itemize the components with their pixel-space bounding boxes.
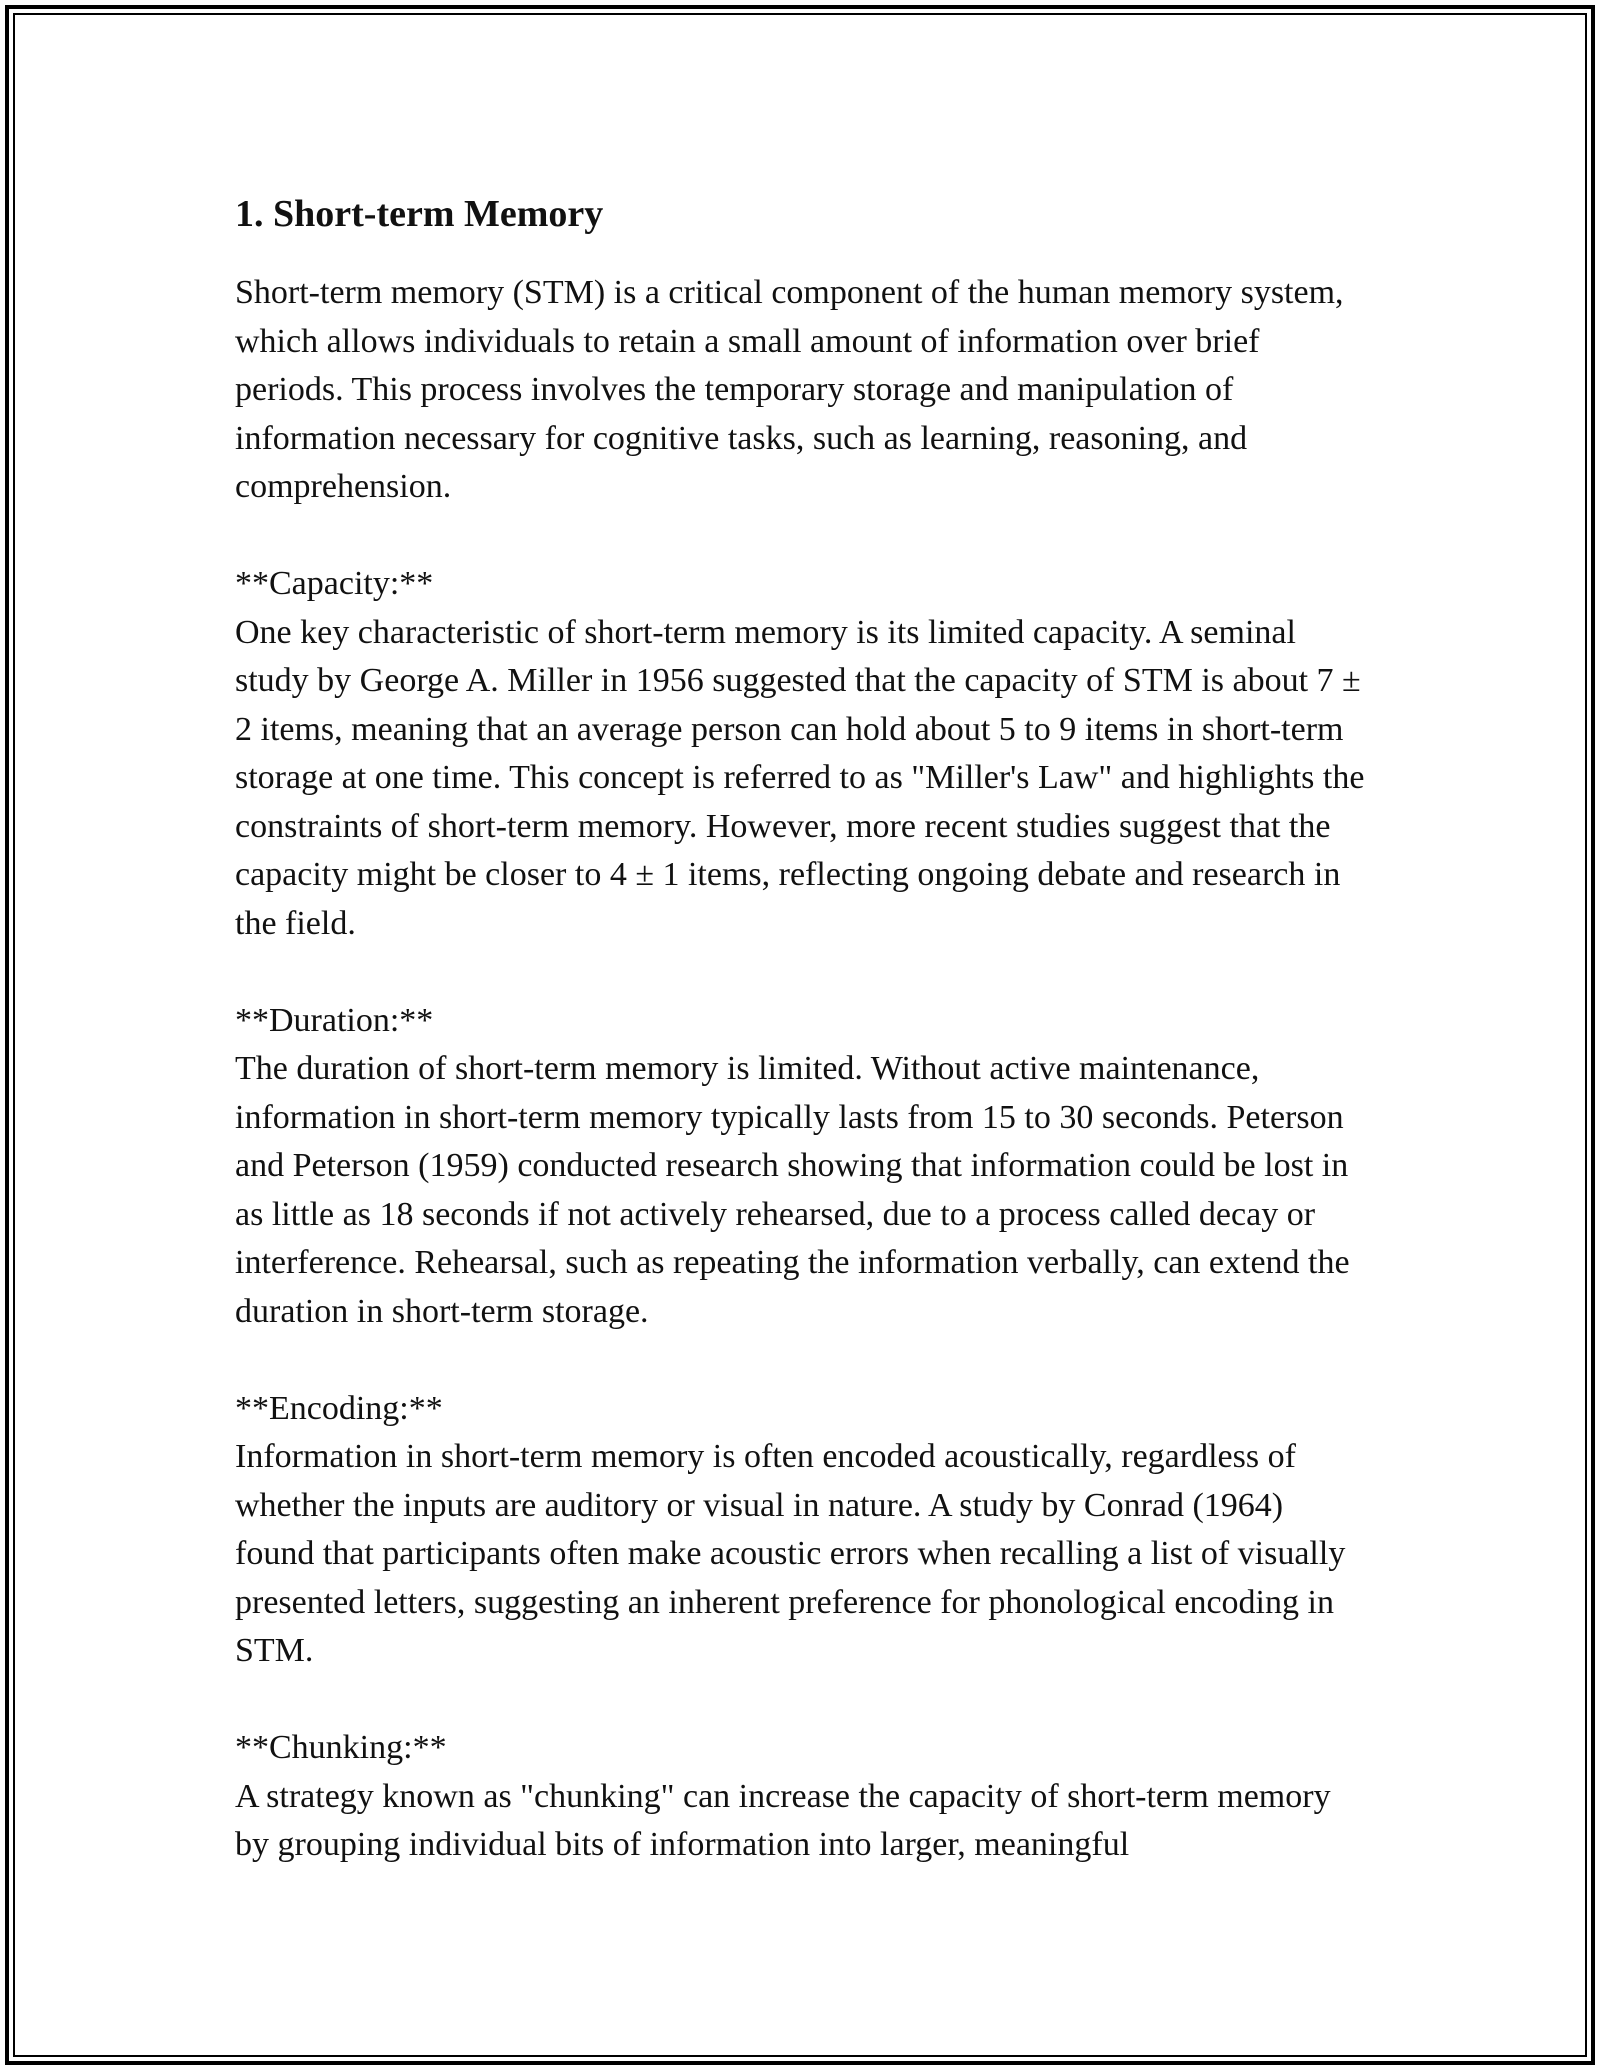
paragraph-spacer	[235, 1676, 1365, 1725]
section-body-encoding: Information in short-term memory is often encoded acoustically, regardless of whether the inputs are auditory or visual in nature. A study by Conrad (1964) found that participants often make acoustic errors when recalling a list of visually presented letters, suggesting an inherent preference for phonological encoding in STM.	[235, 1438, 1346, 1669]
section-heading-capacity: **Capacity:**	[235, 565, 434, 602]
section-encoding	[235, 1385, 1365, 1676]
document-title: 1. Short-term Memory	[235, 193, 604, 235]
section-heading-duration: **Duration:**	[235, 1001, 434, 1039]
section-body-duration: The duration of short-term memory is limited. Without active maintenance, information in short-term memory typically lasts from 15 to 30 seconds. Peterson and Peterson (1959) conducted research showing that information could be lost in as little as 18 seconds if not actively rehearsed, due to a process called decay or interference. Rehearsal, such as repeating the information verbally, can extend the duration in short-term storage.	[235, 1050, 1350, 1330]
document-content	[235, 185, 1365, 1870]
intro-paragraph: Short-term memory (STM) is a critical component of the human memory system, which allows individuals to retain a small amount of information over brief periods. This process involves the temporary storage and manipulation of information necessary for cognitive tasks, such as learning, reasoning, and comprehension.	[235, 274, 1344, 505]
section-body-capacity: One key characteristic of short-term memory is its limited capacity. A seminal study by George A. Miller in 1956 suggested that the capacity of STM is about 7 ± 2 items, meaning that an average person can hold about 5 to 9 items in short-term storage at one time. This concept is referred to as "Miller's Law" and highlights the constraints of short-term memory. However, more recent studies suggest that the capacity might be closer to 4 ± 1 items, reflecting ongoing debate and research in the field.	[235, 613, 1365, 942]
paragraph-spacer	[235, 1336, 1365, 1385]
section-duration	[235, 997, 1365, 1337]
section-heading-chunking: **Chunking:**	[235, 1729, 447, 1766]
section-body-chunking: A strategy known as "chunking" can increase the capacity of short-term memory by grouping individual bits of information into larger, meaningful	[235, 1777, 1331, 1863]
paragraph-spacer	[235, 512, 1365, 561]
section-chunking	[235, 1724, 1365, 1870]
section-heading-encoding: **Encoding:**	[235, 1389, 443, 1427]
paragraph-spacer	[235, 948, 1365, 997]
section-capacity	[235, 560, 1365, 948]
